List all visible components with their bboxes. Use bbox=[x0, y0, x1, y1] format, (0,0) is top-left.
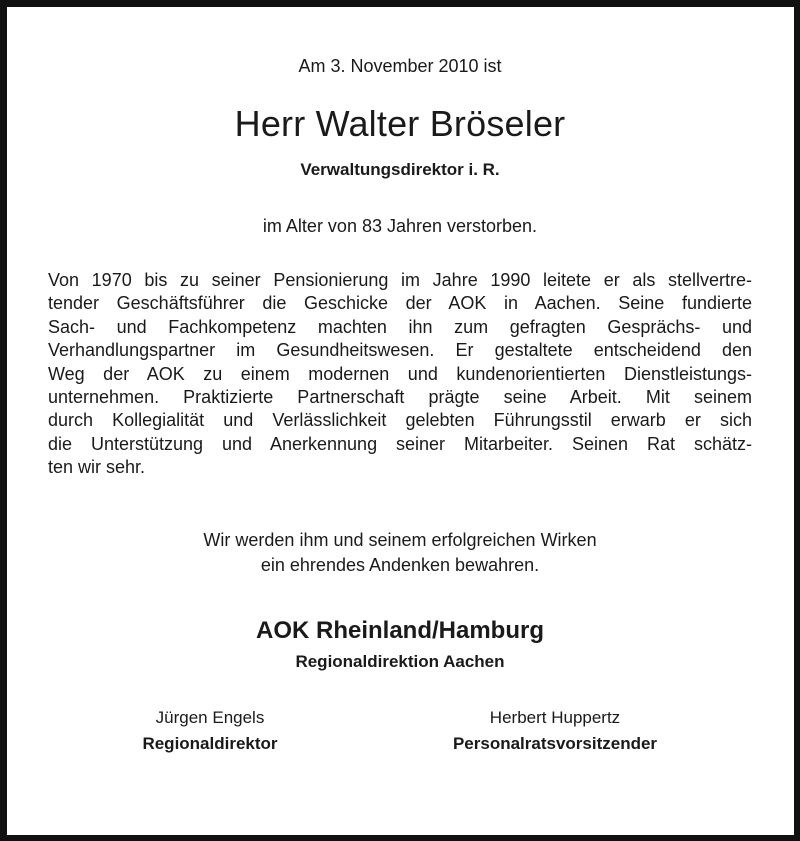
signatory-name: Jürgen Engels bbox=[155, 708, 265, 727]
organization-name: AOK Rheinland/Hamburg bbox=[255, 617, 544, 644]
closing-line: ein ehrendes Andenken bewahren. bbox=[260, 555, 540, 575]
obituary-body bbox=[48, 269, 752, 480]
signatory-name: Herbert Huppertz bbox=[489, 708, 621, 727]
deceased-name: Herr Walter Bröseler bbox=[234, 103, 566, 144]
signatory-role: Personalratsvorsitzender bbox=[452, 734, 658, 753]
body-line: unternehmen. Praktizierte Partnerschaft prägte seine Arbeit. Mit seinem bbox=[48, 387, 752, 408]
body-line: Sach- und Fachkompetenz machten ihn zum gefragten Gesprächs- und bbox=[48, 316, 752, 337]
body-line: Weg der AOK zu einem modernen und kundenorientierten Dienstleistungs- bbox=[48, 363, 752, 384]
body-line: Verhandlungspartner im Gesundheitswesen. Er gestaltete entscheidend den bbox=[48, 340, 752, 361]
body-line: die Unterstützung und Anerkennung seiner Mitarbeiter. Seinen Rat schätz- bbox=[48, 433, 752, 454]
intro-line: Am 3. November 2010 ist bbox=[298, 56, 502, 76]
closing-statement bbox=[0, 528, 800, 578]
body-line: durch Kollegialität und Verlässlichkeit gelebten Führungsstil erwarb er sich bbox=[48, 410, 752, 431]
body-line: ten wir sehr. bbox=[48, 457, 146, 478]
signatory-left bbox=[100, 706, 320, 758]
signatory-role: Regionaldirektor bbox=[142, 734, 278, 753]
organization-subdivision: Regionaldirektion Aachen bbox=[295, 652, 505, 671]
signatory-right bbox=[435, 706, 675, 758]
age-line: im Alter von 83 Jahren verstorben. bbox=[262, 216, 538, 236]
body-line: tender Geschäftsführer die Geschicke der AOK in Aachen. Seine fundierte bbox=[48, 293, 752, 314]
closing-line: Wir werden ihm und seinem erfolgreichen Wirken bbox=[203, 530, 597, 550]
body-line: Von 1970 bis zu seiner Pensionierung im Jahre 1990 leitete er als stellvertre- bbox=[48, 270, 752, 290]
deceased-title: Verwaltungsdirektor i. R. bbox=[300, 160, 500, 179]
